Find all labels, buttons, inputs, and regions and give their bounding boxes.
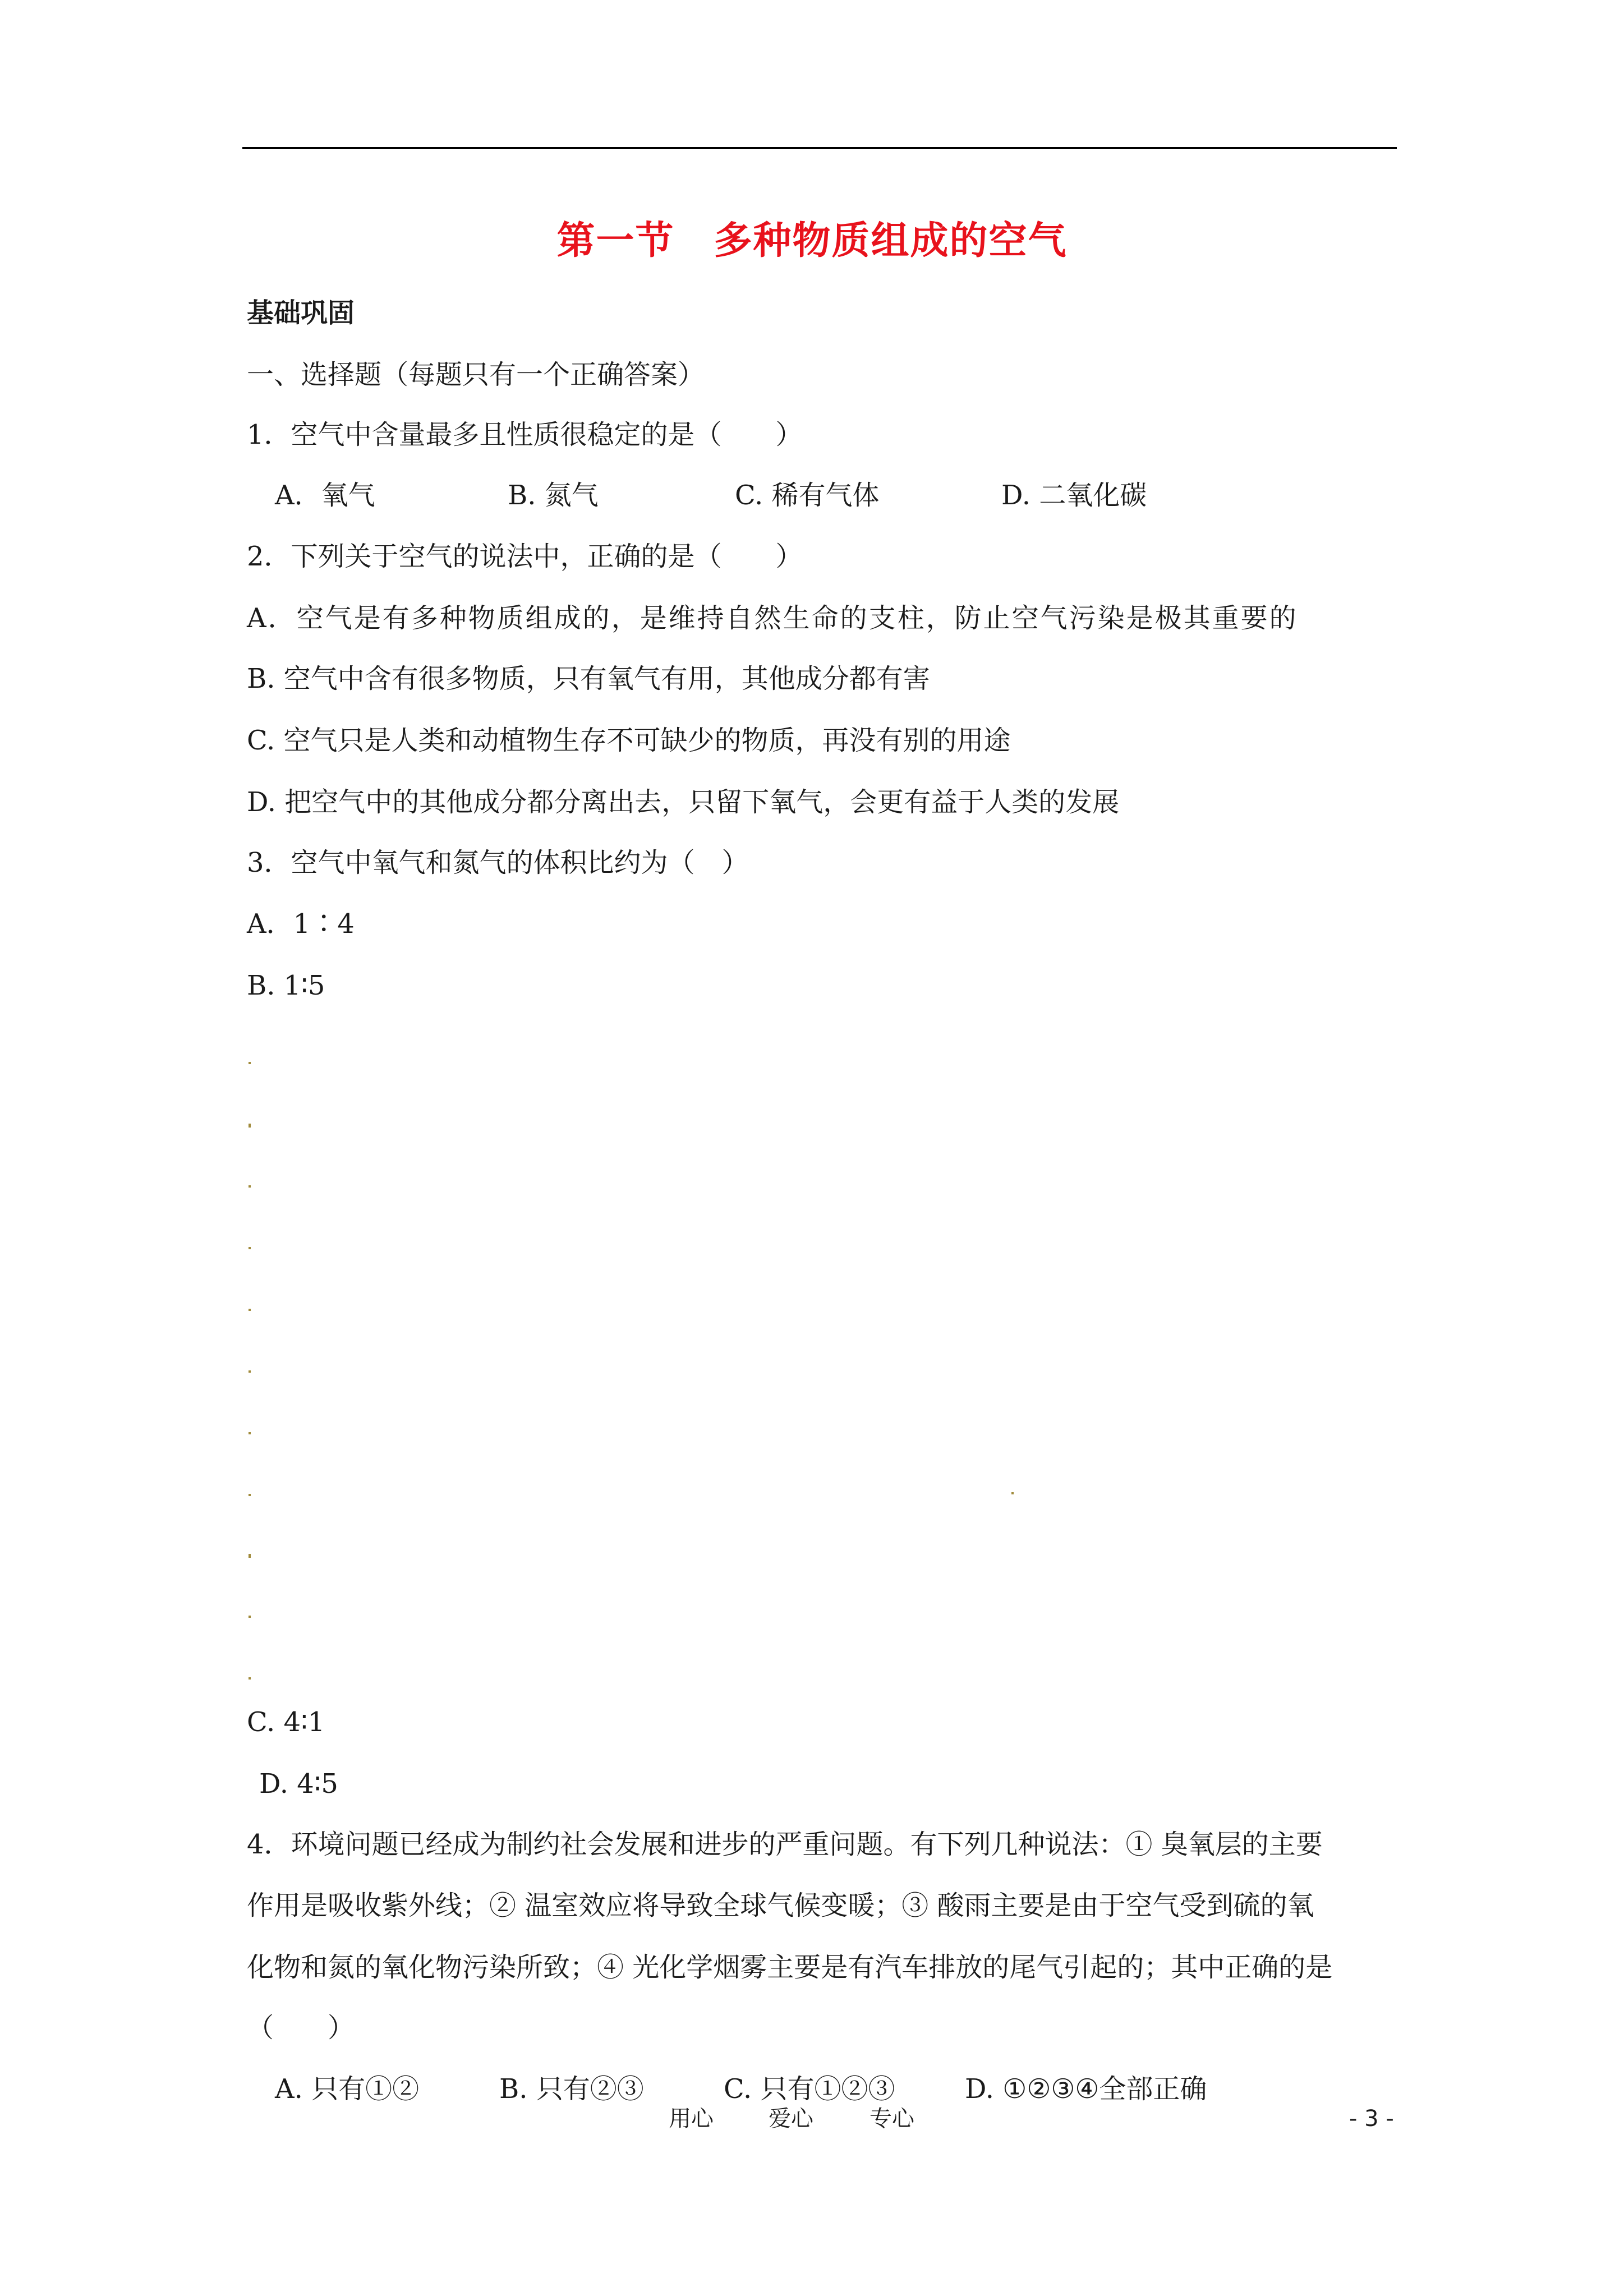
footer-motto-1: 用心 (669, 2106, 714, 2132)
question-1-option-d: D. 二氧化碳 (1001, 480, 1147, 511)
question-4-line-1: 4．环境问题已经成为制约社会发展和进步的严重问题。有下列几种说法：① 臭氧层的主要 (247, 1829, 1323, 1860)
question-3-stem: 3．空气中氧气和氮气的体积比约为（ ） (247, 847, 749, 878)
question-1-option-a: A．氧气 (275, 480, 375, 511)
question-4-line-4: （ ） (247, 2012, 355, 2044)
question-4-option-a: A. 只有①② (275, 2073, 420, 2105)
footer-motto-2: 爱心 (769, 2106, 813, 2132)
stray-mark (249, 1309, 251, 1311)
stray-mark (1011, 1492, 1014, 1494)
stray-mark (249, 1616, 251, 1618)
question-2-stem: 2．下列关于空气的说法中，正确的是（ ） (247, 541, 803, 572)
page-number: - 3 - (1349, 2106, 1394, 2132)
question-1-option-c: C. 稀有气体 (735, 480, 880, 511)
section-heading: 基础巩固 (247, 297, 355, 329)
page-title: 第一节 多种物质组成的空气 (556, 219, 1068, 263)
stray-mark (249, 1370, 251, 1373)
question-1-option-b: B. 氮气 (508, 480, 599, 511)
question-3-option-c: C. 4∶1 (247, 1706, 325, 1738)
stray-mark (249, 1432, 251, 1434)
question-4-line-2: 作用是吸收紫外线；② 温室效应将导致全球气候变暖；③ 酸雨主要是由于空气受到硫的氧 (247, 1890, 1314, 1921)
question-4-line-3: 化物和氮的氧化物污染所致；④ 光化学烟雾主要是有汽车排放的尾气引起的；其中正确的是 (247, 1952, 1333, 1983)
stray-mark (249, 1185, 251, 1188)
part-heading: 一、选择题（每题只有一个正确答案） (247, 359, 705, 390)
stray-mark (249, 1124, 251, 1128)
question-4-option-d: D. ①②③④全部正确 (965, 2073, 1207, 2105)
stray-mark (249, 1494, 251, 1496)
question-2-option-c: C. 空气只是人类和动植物生存不可缺少的物质，再没有别的用途 (247, 725, 1011, 756)
stray-mark (249, 1062, 251, 1064)
stray-mark (249, 1247, 251, 1249)
stray-mark (249, 1554, 251, 1558)
question-3-option-a: A．1∶4 (247, 908, 355, 940)
question-1-stem: 1．空气中含量最多且性质很稳定的是（ ） (247, 419, 803, 450)
stray-mark (249, 1677, 251, 1680)
question-4-option-b: B. 只有②③ (499, 2073, 644, 2105)
footer-motto-3: 专心 (869, 2106, 914, 2132)
question-4-option-c: C. 只有①②③ (724, 2073, 895, 2105)
question-2-option-d: D. 把空气中的其他成分都分离出去，只留下氧气，会更有益于人类的发展 (247, 786, 1120, 818)
header-rule (242, 147, 1397, 149)
question-3-option-d: D. 4∶5 (259, 1768, 338, 1800)
question-2-option-b: B. 空气中含有很多物质，只有氧气有用，其他成分都有害 (247, 663, 930, 694)
question-3-option-b: B. 1∶5 (247, 970, 325, 1001)
question-2-option-a: A．空气是有多种物质组成的，是维持自然生命的支柱，防止空气污染是极其重要的 (247, 602, 1298, 634)
